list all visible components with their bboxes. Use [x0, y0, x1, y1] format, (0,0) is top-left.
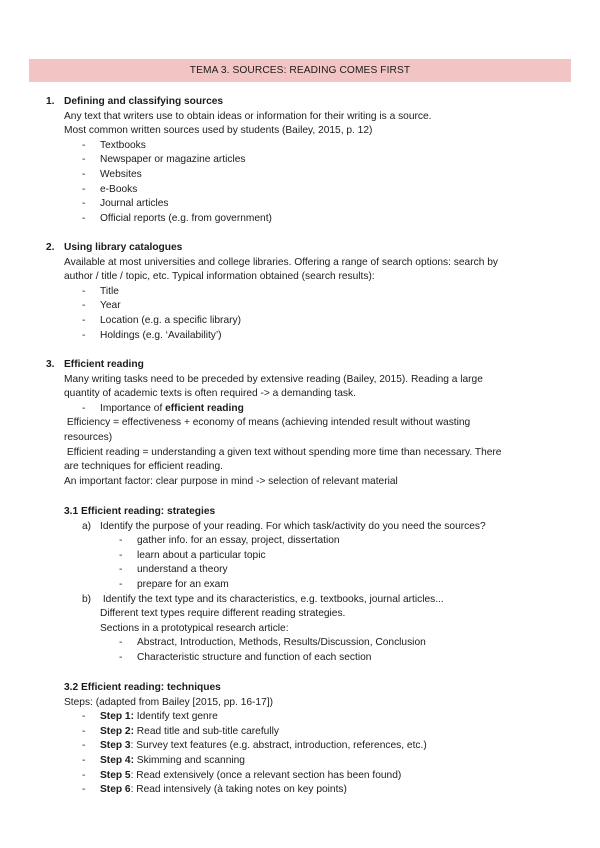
- paragraph: Efficiency = effectiveness + economy of means (achieving intended result without wasting: [64, 417, 471, 429]
- subsection-title: 3.2 Efficient reading: techniques: [64, 682, 221, 693]
- paragraph: quantity of academic texts is often required -> a demanding task.: [64, 388, 356, 400]
- paragraph: Different text types require different reading strategies.: [100, 608, 346, 620]
- paragraph: Available at most universities and college libraries. Offering a range of search options: search by: [64, 256, 498, 268]
- paragraph: Most common written sources used by students (Bailey, 2015, p. 12): [64, 125, 373, 137]
- list-item-text: Location (e.g. a specific library): [100, 314, 241, 326]
- list-item: [0, 314, 600, 329]
- list-item-text: Newspaper or magazine articles: [100, 154, 246, 166]
- list-item: [0, 739, 600, 754]
- list-item-text: understand a theory: [137, 564, 228, 576]
- list-item: [0, 183, 600, 198]
- bullet-dash: -: [119, 578, 123, 590]
- bullet-dash: -: [82, 725, 86, 737]
- list-item: [0, 285, 600, 300]
- bullet-dash: -: [82, 402, 86, 414]
- list-item-text: Official reports (e.g. from government): [100, 212, 272, 224]
- list-item-text: learn about a particular topic: [137, 549, 266, 561]
- list-item: [0, 754, 600, 769]
- list-item-text: gather info. for an essay, project, dissertation: [137, 535, 340, 547]
- list-item-text: Journal articles: [100, 198, 169, 210]
- list-item-text: Characteristic structure and function of each section: [137, 651, 372, 663]
- bullet-dash: -: [82, 740, 86, 752]
- list-item: [0, 212, 600, 227]
- step-label: Step 4:: [100, 754, 134, 766]
- list-item-text: Holdings (e.g. ‘Availability’): [100, 329, 222, 341]
- bullet-dash: -: [82, 784, 86, 796]
- section-2-heading: [0, 241, 600, 256]
- section-title: Using library catalogues: [64, 242, 183, 253]
- list-item: [0, 710, 600, 725]
- importance-text: Importance of: [100, 402, 166, 414]
- page-title: TEMA 3. SOURCES: READING COMES FIRST: [189, 65, 411, 76]
- paragraph: Sections in a prototypical research article:: [100, 622, 289, 634]
- paragraph: author / title / topic, etc. Typical information obtained (search results):: [64, 271, 375, 283]
- bullet-dash: -: [119, 637, 123, 649]
- list-item-text: Websites: [100, 168, 142, 180]
- step-label: Step 2:: [100, 725, 134, 737]
- page-title-banner: [29, 59, 571, 82]
- step-text: : Read extensively (once a relevant section has been found): [130, 769, 402, 781]
- bullet-dash: -: [82, 285, 86, 297]
- bullet-dash: -: [119, 651, 123, 663]
- step-text: Identify text genre: [133, 711, 218, 723]
- section-3-2: [0, 681, 600, 798]
- list-item-text: Identify the text type and its characteristics, e.g. textbooks, journal articles...: [100, 593, 444, 605]
- list-item: [0, 783, 600, 798]
- section-title: Efficient reading: [64, 359, 144, 370]
- list-item-text: Identify the purpose of your reading. For which task/activity do you need the sources?: [100, 520, 486, 532]
- step-text: : Read intensively (à taking notes on key points): [130, 784, 347, 796]
- list-item-text: Textbooks: [100, 139, 146, 151]
- list-item: [0, 563, 600, 578]
- list-item: [0, 139, 600, 154]
- bullet-dash: -: [119, 535, 123, 547]
- section-1-heading: [0, 95, 600, 110]
- list-item-text: [100, 754, 245, 769]
- bullet-dash: -: [82, 212, 86, 224]
- list-item: [0, 153, 600, 168]
- list-item: [0, 636, 600, 651]
- section-3-heading: [0, 358, 600, 373]
- list-item: [0, 769, 600, 784]
- bullet-dash: -: [82, 754, 86, 766]
- bullet-dash: -: [82, 314, 86, 326]
- step-text: Skimming and scanning: [133, 754, 245, 766]
- subsection-title: 3.1 Efficient reading: strategies: [64, 506, 216, 517]
- section-3: [0, 358, 600, 489]
- list-item: [0, 520, 600, 535]
- bullet-dash: -: [119, 549, 123, 561]
- section-title: Defining and classifying sources: [64, 96, 224, 107]
- importance-bold: efficient reading: [165, 402, 244, 414]
- paragraph: Any text that writers use to obtain ideas or information for their writing is a source.: [64, 110, 432, 122]
- list-item: [0, 651, 600, 666]
- bullet-dash: -: [82, 769, 86, 781]
- bullet-dash: -: [82, 168, 86, 180]
- bullet-dash: -: [82, 329, 86, 341]
- list-item-text: Abstract, Introduction, Methods, Results/Discussion, Conclusion: [137, 637, 426, 649]
- paragraph: Efficient reading = understanding a given text without spending more time than necessary. There: [64, 446, 502, 458]
- paragraph: An important factor: clear purpose in mind -> selection of relevant material: [64, 475, 398, 487]
- list-item: [0, 197, 600, 212]
- list-item: [0, 549, 600, 564]
- step-label: Step 1:: [100, 711, 134, 723]
- list-item-text: [100, 783, 347, 798]
- paragraph: Many writing tasks need to be preceded by extensive reading (Bailey, 2015). Reading a large: [64, 373, 483, 385]
- list-marker: a): [82, 520, 92, 532]
- list-item-text: Title: [100, 285, 119, 297]
- section-number: 3.: [46, 359, 55, 370]
- list-item-text: [100, 769, 401, 784]
- bullet-dash: -: [82, 154, 86, 166]
- list-item: [0, 593, 600, 608]
- list-marker: b): [82, 593, 92, 605]
- paragraph: Steps: (adapted from Bailey [2015, pp. 16-17]): [64, 696, 273, 708]
- list-item-text: [100, 710, 218, 725]
- step-text: Read title and sub-title carefully: [133, 725, 279, 737]
- list-item-text: e-Books: [100, 183, 138, 195]
- list-item: [0, 299, 600, 314]
- list-item-text: [100, 725, 279, 740]
- section-2: [0, 241, 600, 343]
- step-label: Step 6: [100, 784, 131, 796]
- list-item: [0, 329, 600, 344]
- bullet-dash: -: [119, 564, 123, 576]
- step-label: Step 5: [100, 769, 131, 781]
- step-label: Step 3: [100, 740, 131, 752]
- list-item-text: [100, 402, 244, 417]
- list-item: [0, 578, 600, 593]
- paragraph: are techniques for efficient reading.: [64, 461, 223, 473]
- list-item: [0, 534, 600, 549]
- bullet-dash: -: [82, 300, 86, 312]
- list-item: [0, 168, 600, 183]
- list-item-text: [100, 739, 427, 754]
- bullet-dash: -: [82, 139, 86, 151]
- list-item-text: prepare for an exam: [137, 578, 229, 590]
- bullet-dash: -: [82, 711, 86, 723]
- list-item-text: Year: [100, 300, 121, 312]
- step-text: : Survey text features (e.g. abstract, introduction, references, etc.): [130, 740, 427, 752]
- section-3-1: [0, 505, 600, 666]
- section-1: [0, 95, 600, 226]
- list-item: [0, 725, 600, 740]
- section-number: 1.: [46, 96, 55, 107]
- bullet-dash: -: [82, 198, 86, 210]
- section-number: 2.: [46, 242, 55, 253]
- paragraph: resources): [64, 431, 113, 443]
- bullet-dash: -: [82, 183, 86, 195]
- list-item: [0, 402, 600, 417]
